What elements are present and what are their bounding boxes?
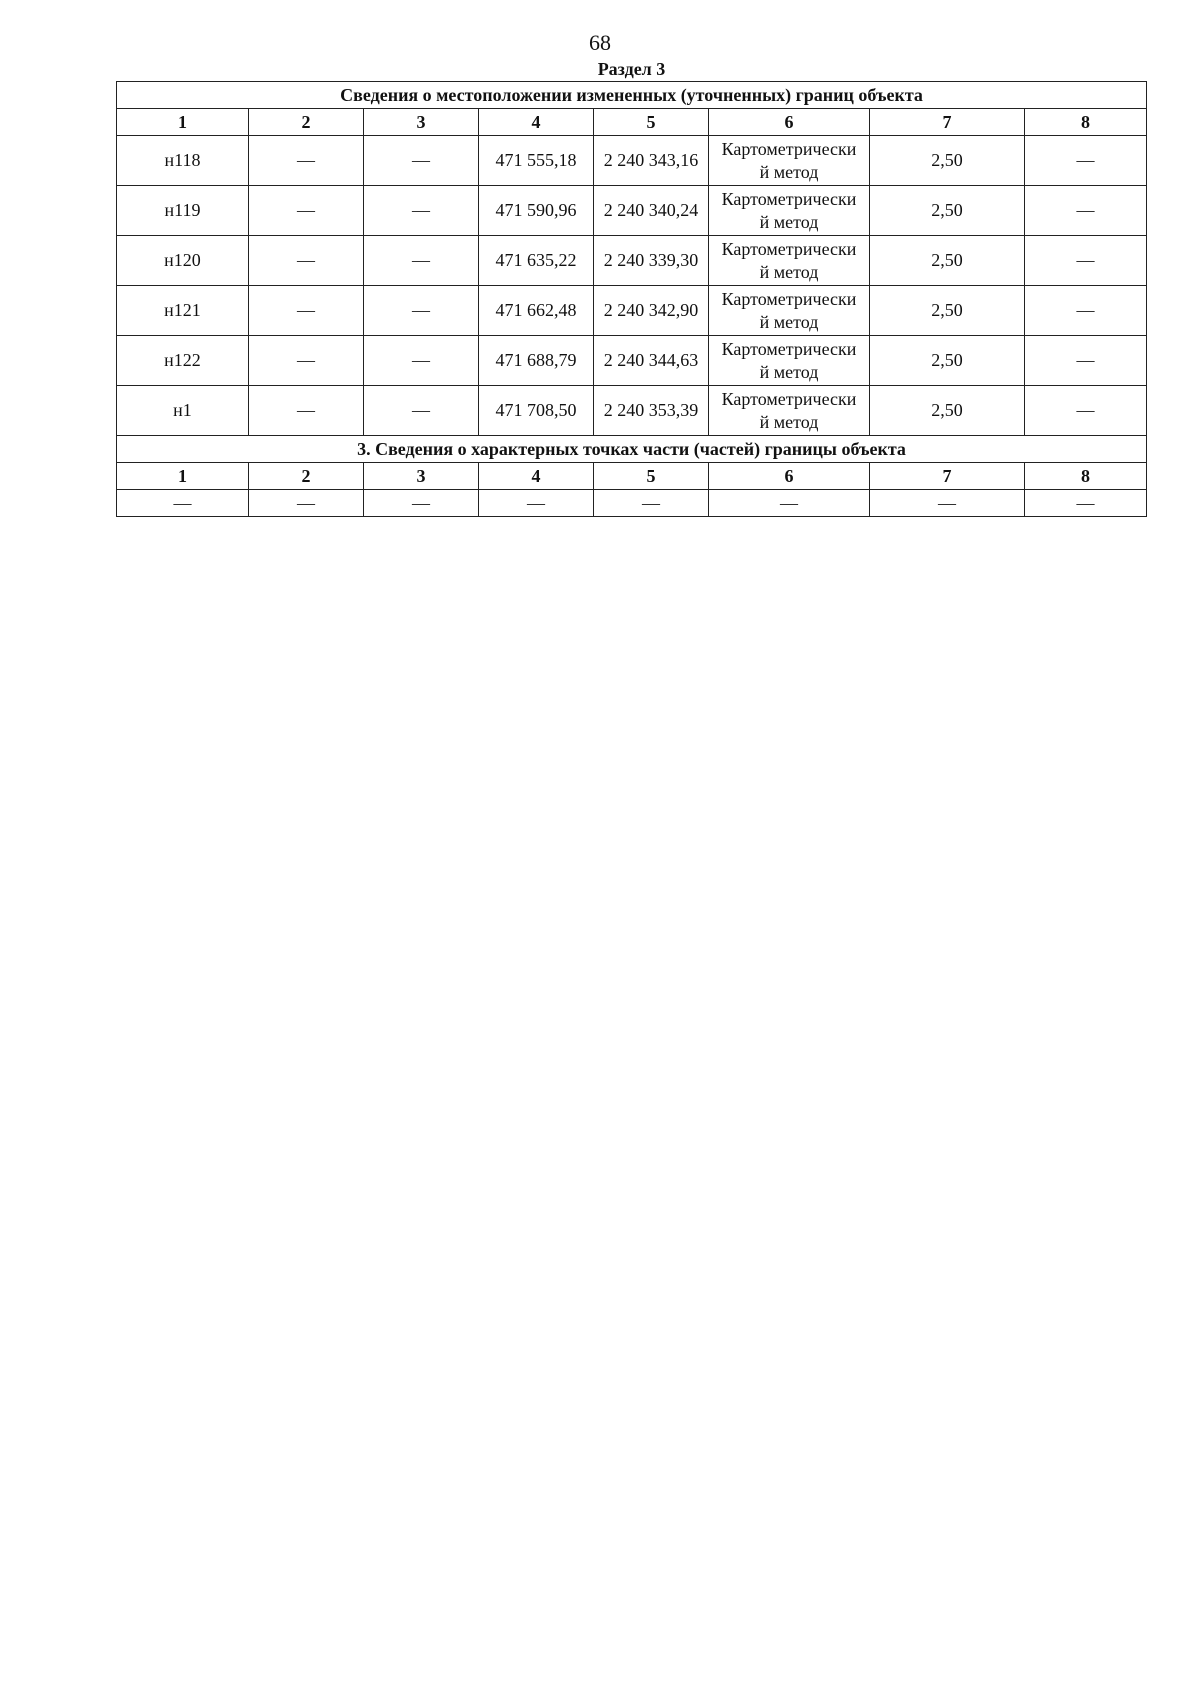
point-name: н118 [117,136,249,186]
table-cell: — [364,386,479,436]
table-cell: — [364,336,479,386]
method-line: й метод [759,361,819,382]
column-number: 8 [1025,463,1147,490]
coordinate-x: 471 708,50 [479,386,594,436]
coordinate-y: 2 240 344,63 [594,336,709,386]
section-label: Раздел 3 [597,59,666,79]
page-number: 68 [589,30,611,55]
boundary-table [116,81,1147,517]
column-number: 5 [594,463,709,490]
column-number: 3 [364,109,479,136]
subsection-column-number-row [117,463,1147,490]
column-number: 6 [709,109,870,136]
method-cell [709,386,870,436]
table-row [117,336,1147,386]
method-line: Картометрически [721,188,857,209]
table-cell: — [1025,136,1147,186]
table-cell: — [479,490,594,517]
method-line: Картометрически [721,338,857,359]
coordinate-x: 471 635,22 [479,236,594,286]
column-number: 2 [249,109,364,136]
column-number: 7 [870,463,1025,490]
table-row [117,136,1147,186]
method-cell [709,336,870,386]
accuracy: 2,50 [870,386,1025,436]
subsection-title-row [117,436,1147,463]
method-cell [709,236,870,286]
table-cell: — [1025,236,1147,286]
column-number: 7 [870,109,1025,136]
table-row [117,286,1147,336]
accuracy: 2,50 [870,336,1025,386]
method-line: й метод [759,211,819,232]
table-cell: — [1025,186,1147,236]
table-cell: — [1025,490,1147,517]
table-cell: — [364,490,479,517]
column-number: 8 [1025,109,1147,136]
table-row [117,186,1147,236]
method-line: Картометрически [721,138,857,159]
table-cell: — [709,490,870,517]
table-cell: — [1025,386,1147,436]
table-cell: — [1025,336,1147,386]
method-line: й метод [759,311,819,332]
table-cell: — [249,386,364,436]
table-cell: — [249,186,364,236]
table-row [117,236,1147,286]
point-name: н1 [117,386,249,436]
table-cell: — [594,490,709,517]
table-row [117,386,1147,436]
coordinate-x: 471 555,18 [479,136,594,186]
coordinate-x: 471 688,79 [479,336,594,386]
table-cell: — [117,490,249,517]
point-name: н120 [117,236,249,286]
method-line: й метод [759,161,819,182]
point-name: н122 [117,336,249,386]
table-cell: — [870,490,1025,517]
method-cell [709,186,870,236]
method-line: й метод [759,411,819,432]
coordinate-y: 2 240 343,16 [594,136,709,186]
coordinate-x: 471 590,96 [479,186,594,236]
table-cell: — [249,336,364,386]
coordinate-y: 2 240 340,24 [594,186,709,236]
table-cell: — [364,136,479,186]
accuracy: 2,50 [870,236,1025,286]
coordinate-y: 2 240 339,30 [594,236,709,286]
column-number: 4 [479,463,594,490]
method-line: Картометрически [721,238,857,259]
column-number: 4 [479,109,594,136]
table-cell: — [364,286,479,336]
table-title-row [117,82,1147,109]
table-cell: — [364,186,479,236]
subsection-title: 3. Сведения о характерных точках части (частей) границы объекта [117,436,1147,463]
table-cell: — [364,236,479,286]
point-name: н121 [117,286,249,336]
point-name: н119 [117,186,249,236]
method-line: Картометрически [721,388,857,409]
table-cell: — [249,286,364,336]
column-number-row [117,109,1147,136]
column-number: 6 [709,463,870,490]
table-cell: — [1025,286,1147,336]
coordinate-y: 2 240 342,90 [594,286,709,336]
column-number: 2 [249,463,364,490]
coordinate-y: 2 240 353,39 [594,386,709,436]
table-cell: — [249,490,364,517]
method-cell [709,286,870,336]
table-title: Сведения о местоположении измененных (уточненных) границ объекта [117,82,1147,109]
table-cell: — [249,136,364,186]
column-number: 1 [117,109,249,136]
method-cell [709,136,870,186]
method-line: Картометрически [721,288,857,309]
accuracy: 2,50 [870,136,1025,186]
column-number: 1 [117,463,249,490]
method-line: й метод [759,261,819,282]
accuracy: 2,50 [870,186,1025,236]
accuracy: 2,50 [870,286,1025,336]
coordinate-x: 471 662,48 [479,286,594,336]
table-row [117,490,1147,517]
table-cell: — [249,236,364,286]
column-number: 3 [364,463,479,490]
column-number: 5 [594,109,709,136]
